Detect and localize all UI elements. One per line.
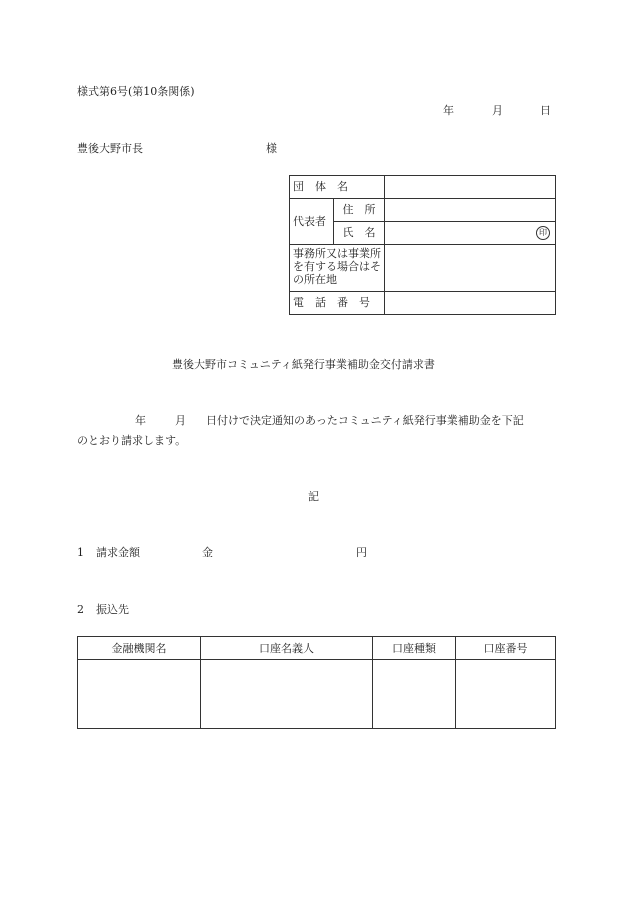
account-number-header: 口座番号 [456, 637, 556, 660]
body-month-label: 月 [175, 414, 186, 427]
account-holder-cell [201, 660, 373, 729]
date-day-label: 日 [540, 104, 551, 117]
account-type-header: 口座種類 [373, 637, 456, 660]
applicant-table [289, 175, 556, 315]
date-month-label: 月 [492, 104, 503, 117]
address-label: 住 所 [334, 199, 385, 222]
name-label: 氏 名 [334, 222, 385, 245]
form-number: 様式第6号(第10条関係) [77, 85, 195, 98]
bank-name-cell [78, 660, 201, 729]
ki-heading: 記 [308, 490, 319, 503]
body-year-label: 年 [135, 414, 146, 427]
seal-mark-icon: 印 [536, 226, 550, 240]
address-value [385, 199, 556, 222]
representative-label: 代表者 [290, 199, 334, 245]
honorific: 様 [266, 142, 277, 155]
account-type-cell [373, 660, 456, 729]
addressee: 豊後大野市長 [77, 142, 143, 155]
name-value [385, 222, 556, 245]
phone-value [385, 292, 556, 315]
group-name-label: 団 体 名 [290, 176, 385, 199]
document-title: 豊後大野市コミュニティ紙発行事業補助金交付請求書 [172, 358, 435, 371]
body-text-line1: 日付けで決定通知のあったコミュニティ紙発行事業補助金を下記 [206, 414, 524, 427]
item1-number: 1 [77, 546, 84, 559]
phone-label: 電 話 番 号 [290, 292, 385, 315]
bank-account-table [77, 636, 556, 729]
account-number-cell [456, 660, 556, 729]
group-name-value [385, 176, 556, 199]
item2-number: 2 [77, 603, 84, 616]
item1-kin: 金 [202, 546, 213, 559]
item1-yen: 円 [356, 546, 367, 559]
date-year-label: 年 [443, 104, 454, 117]
bank-name-header: 金融機関名 [78, 637, 201, 660]
office-location-value [385, 245, 556, 292]
body-text-line2: のとおり請求します。 [77, 434, 187, 447]
account-holder-header: 口座名義人 [201, 637, 373, 660]
office-location-label: 事務所又は事業所を有する場合はその所在地 [290, 245, 385, 292]
item2-label: 振込先 [96, 603, 129, 616]
item1-label: 請求金額 [96, 546, 140, 559]
